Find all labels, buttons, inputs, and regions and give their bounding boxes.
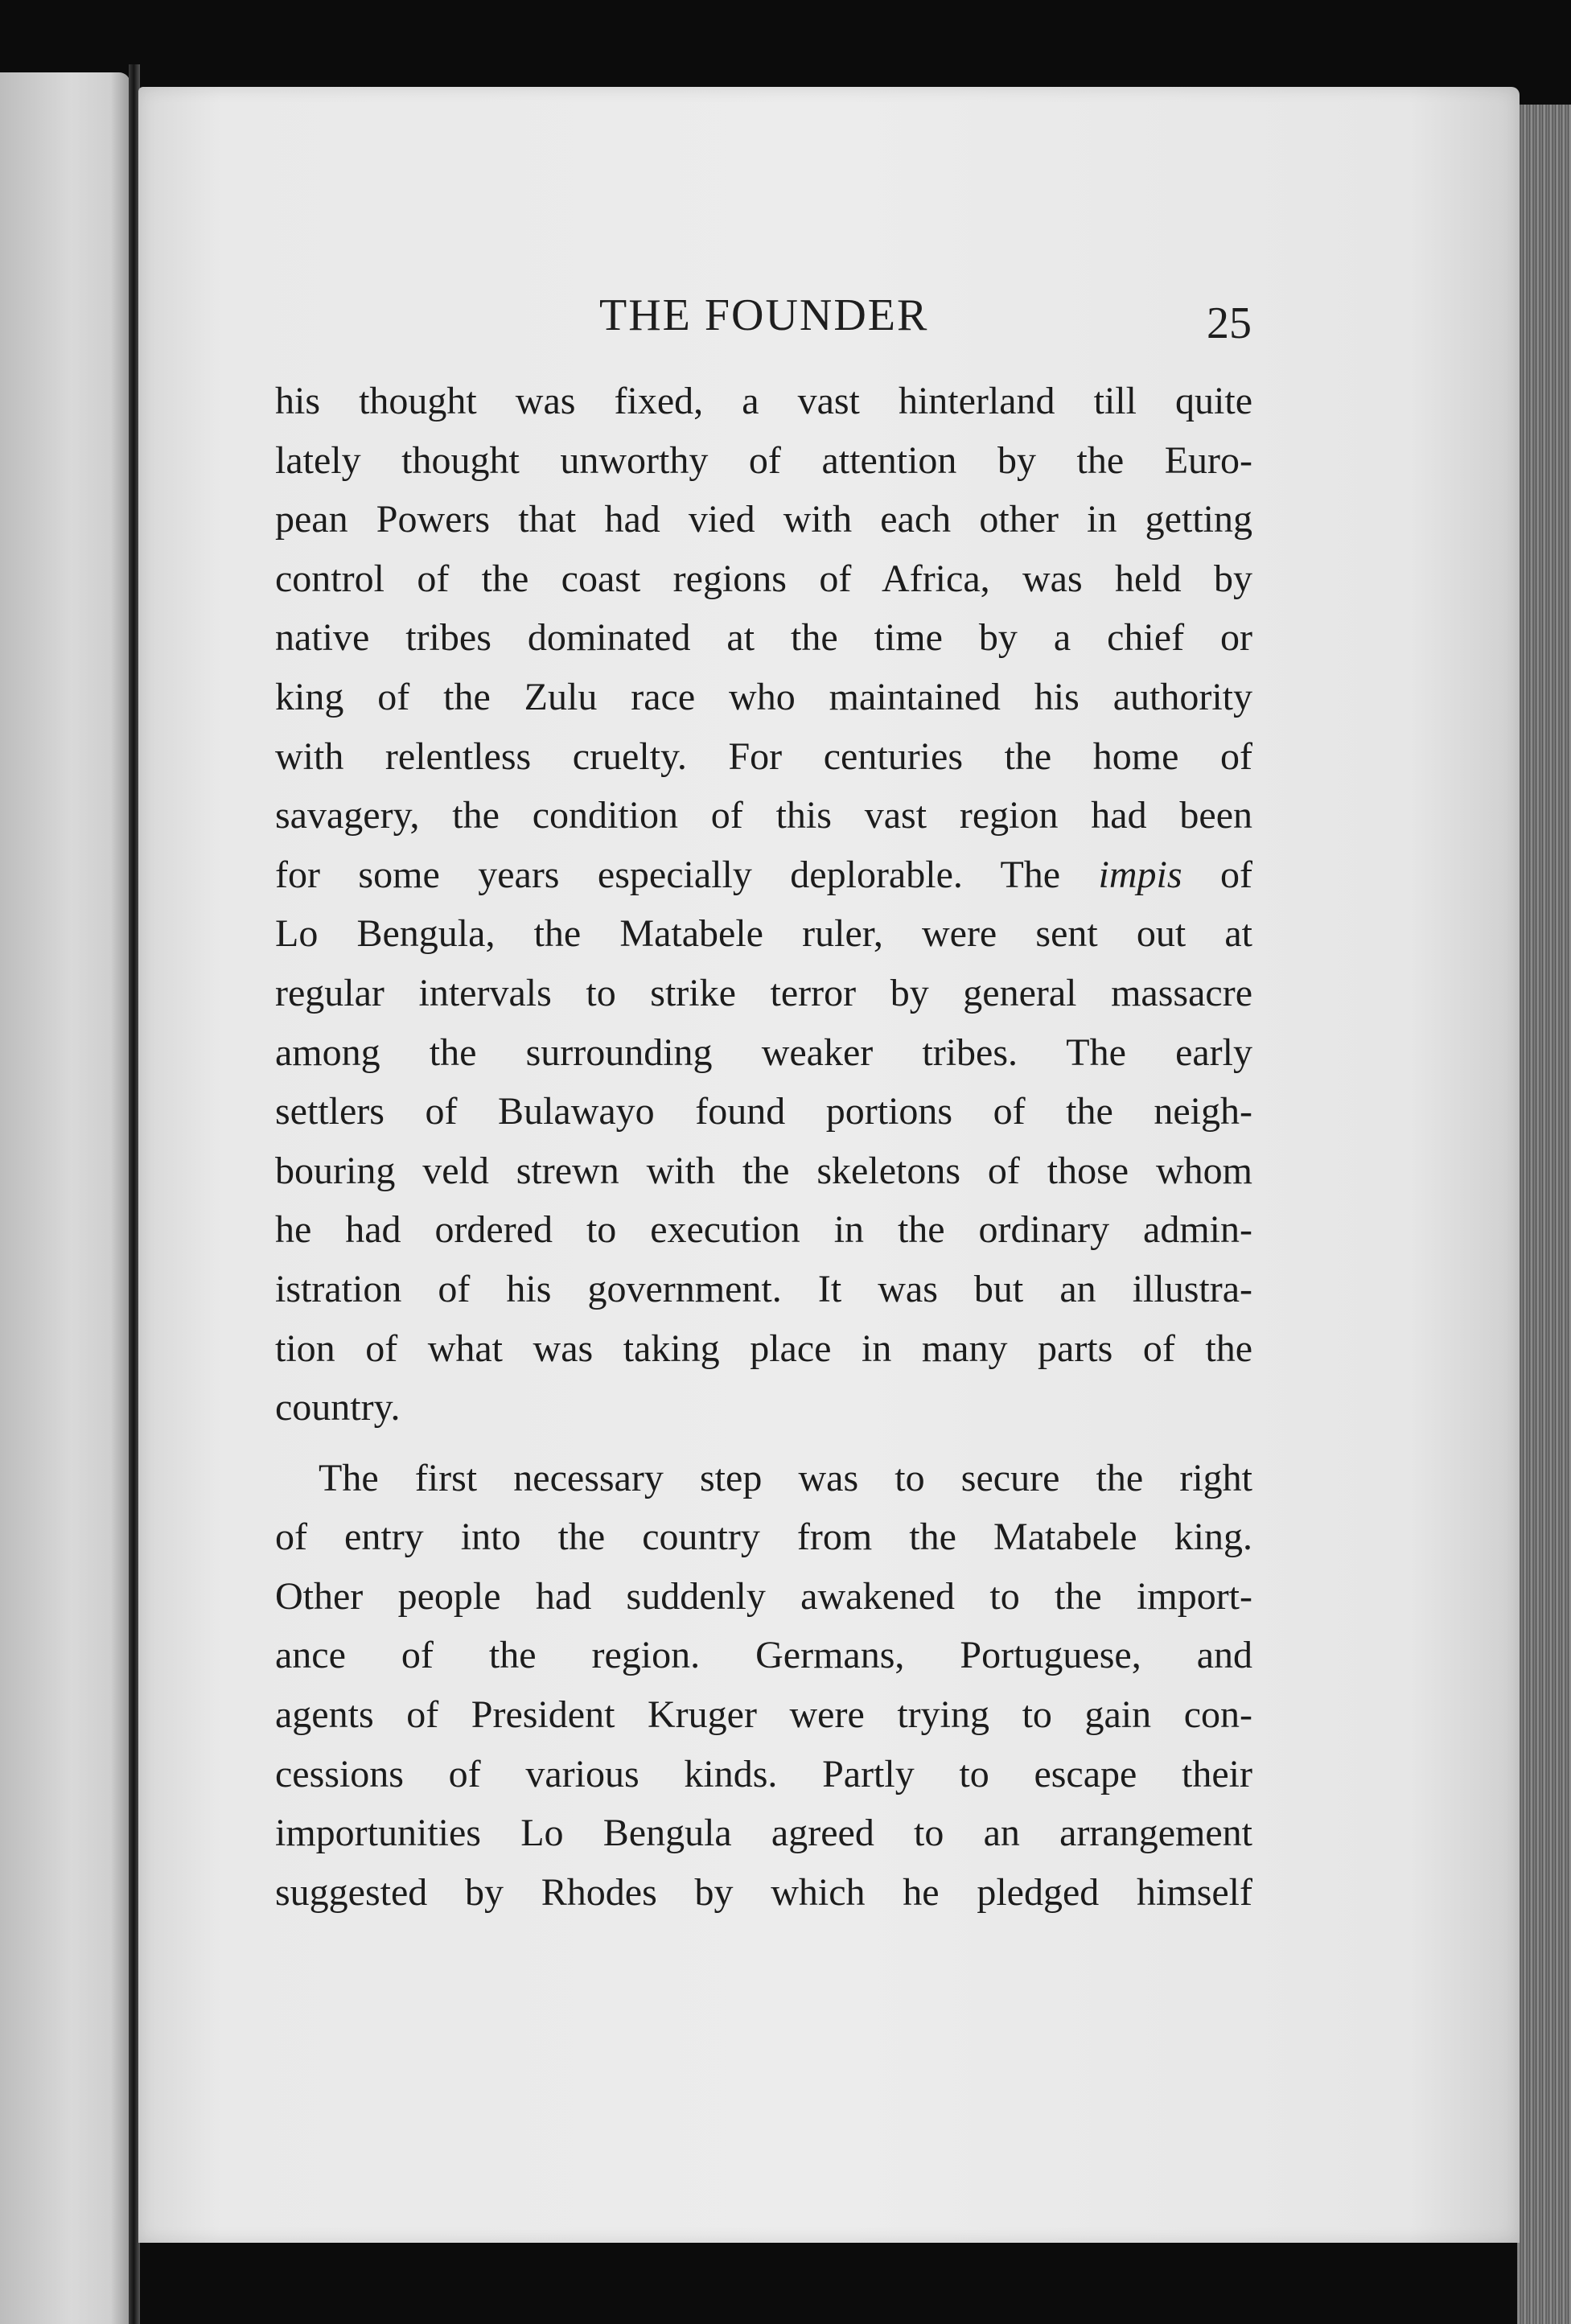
facing-page-edge [0,72,130,2324]
paragraph [275,372,1252,1438]
text-line: suggested by Rhodes by which he pledged himself [275,1870,1252,1914]
text-line: among the surrounding weaker tribes. The early [275,1030,1252,1074]
text-line: savagery, the condition of this vast region had been [275,794,1252,837]
text-line: Other people had suddenly awakened to the import- [275,1574,1252,1618]
text-line-with-italic [275,845,1252,905]
text-line: with relentless cruelty. For centuries the home of [275,734,1252,778]
text-fragment: of [1182,853,1253,896]
text-line: ance of the region. Germans, Portuguese, and [275,1634,1252,1677]
text-line: his thought was fixed, a vast hinterland till quite [275,380,1252,422]
text-line: pean Powers that had vied with each other in getting [275,498,1252,541]
text-line: istration of his government. It was but an illustra- [275,1267,1252,1310]
text-line: lately thought unworthy of attention by the Euro- [275,438,1252,482]
running-head: THE FOUNDER [599,290,929,340]
text-line: agents of President Kruger were trying to gain con- [275,1693,1252,1737]
text-line: Lo Bengula, the Matabele ruler, were sent out at [275,912,1252,956]
paragraph-spacer [275,1438,1252,1449]
text-line: importunities Lo Bengula agreed to an arrangement [275,1812,1252,1855]
text-line: cessions of various kinds. Partly to escape their [275,1752,1252,1795]
text-fragment: for some years especially deplorable. The [275,853,1099,896]
text-line: native tribes dominated at the time by a chief or [275,616,1252,660]
text-line: bouring veld strewn with the skeletons of those whom [275,1149,1252,1192]
text-line: king of the Zulu race who maintained his authority [275,675,1252,718]
text-line: settlers of Bulawayo found portions of the neigh- [275,1090,1252,1133]
text-line: tion of what was taking place in many parts of the [275,1327,1252,1370]
text-line: country. [275,1386,401,1429]
page-stack-edge [1517,105,1571,2324]
text-line: of entry into the country from the Matabele king. [275,1516,1252,1559]
page-number: 25 [1207,298,1252,348]
text-line: The first necessary step was to secure the right [319,1456,1252,1499]
body-text [275,372,1252,1922]
paragraph [275,1449,1252,1923]
text-line: he had ordered to execution in the ordinary admin- [275,1208,1252,1252]
text-line: regular intervals to strike terror by general massacre [275,971,1252,1014]
italic-term: impis [1098,853,1182,896]
text-line: control of the coast regions of Africa, was held by [275,557,1252,600]
